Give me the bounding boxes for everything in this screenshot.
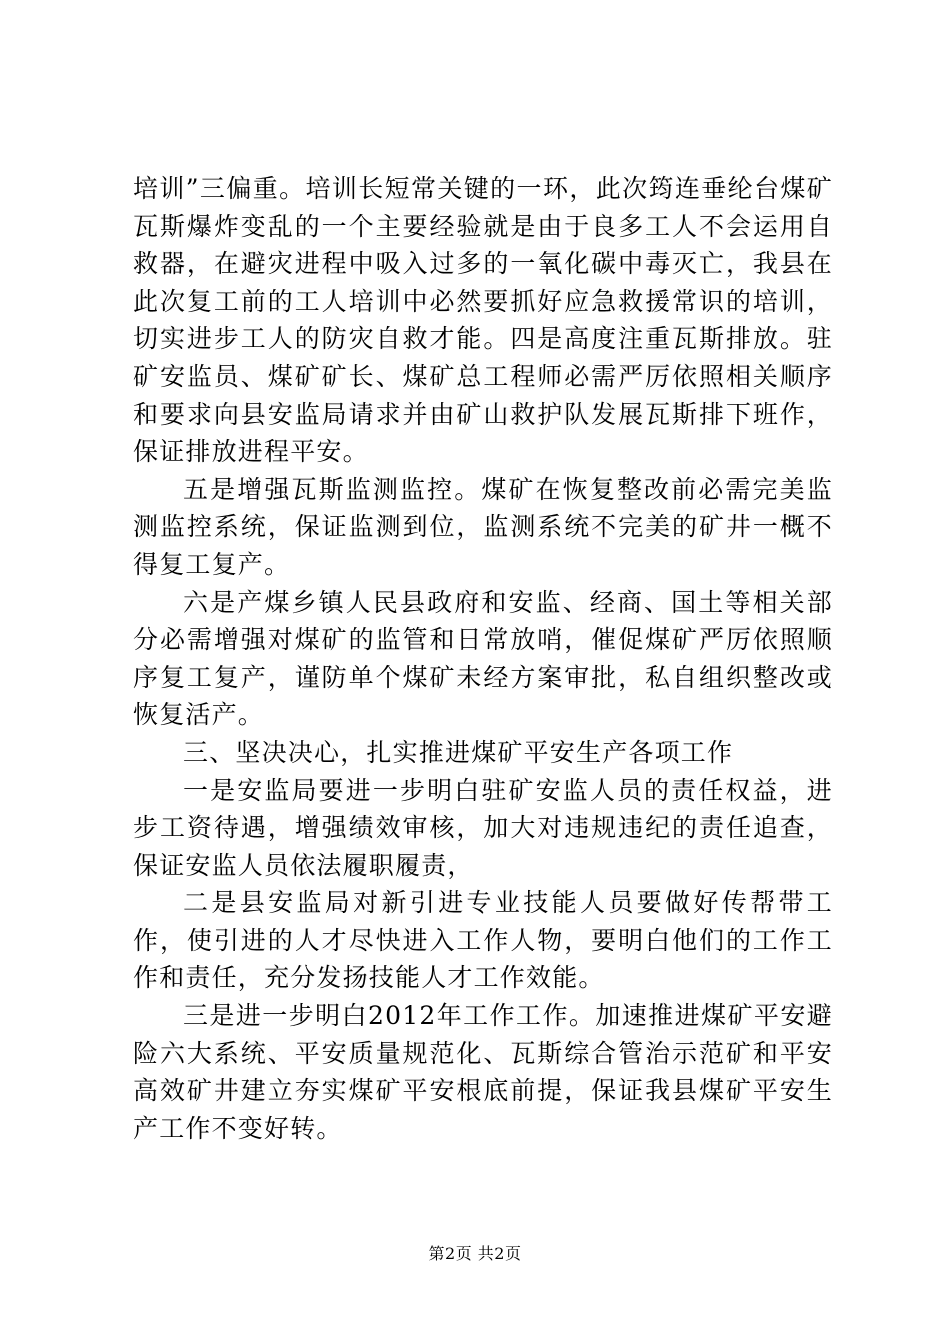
paragraph-3: 六是产煤乡镇人民县政府和安监、经商、国土等相关部分必需增强对煤矿的监管和日常放哨，催促煤矿严厉依照顺序复工复产，谨防单个煤矿未经方案审批，私自组织整改或恢复活产。	[133, 587, 833, 730]
paragraph-4: 一是安监局要进一步明白驻矿安监人员的责任权益，进步工资待遇，增强绩效审核，加大对违规违纪的责任追查，保证安监人员依法履职履责，	[133, 775, 833, 880]
paragraph-6: 三是进一步明白2012年工作工作。加速推进煤矿平安避险六大系统、平安质量规范化、瓦斯综合管治示范矿和平安高效矿井建立夯实煤矿平安根底前提，保证我县煤矿平安生产工作不变好转。	[133, 1001, 833, 1143]
paragraph-5: 二是县安监局对新引进专业技能人员要做好传帮带工作，使引进的人才尽快进入工作人物，要明白他们的工作工作和责任，充分发扬技能人才工作效能。	[133, 888, 833, 993]
section-heading: 三、坚决决心，扎实推进煤矿平安生产各项工作	[183, 737, 734, 767]
document-body	[133, 170, 833, 1147]
paragraph-2: 五是增强瓦斯监测监控。煤矿在恢复整改前必需完美监测监控系统，保证监测到位，监测系统不完美的矿井一概不得复工复产。	[133, 474, 833, 579]
paragraph-1: 培训”三偏重。培训长短常关键的一环，此次筠连垂纶台煤矿瓦斯爆炸变乱的一个主要经验就是由于良多工人不会运用自救器，在避灾进程中吸入过多的一氧化碳中毒灭亡，我县在此次复工前的工人培训中必然要抓好应急救援常识的培训，切实进步工人的防灾自救才能。四是高度注重瓦斯排放。驻矿安监员、煤矿矿长、煤矿总工程师必需严厉依照相关顺序和要求向县安监局请求并由矿山救护队发展瓦斯排下班作，保证排放进程平安。	[133, 174, 833, 467]
page-number-footer: 第2页 共2页	[428, 1244, 522, 1263]
